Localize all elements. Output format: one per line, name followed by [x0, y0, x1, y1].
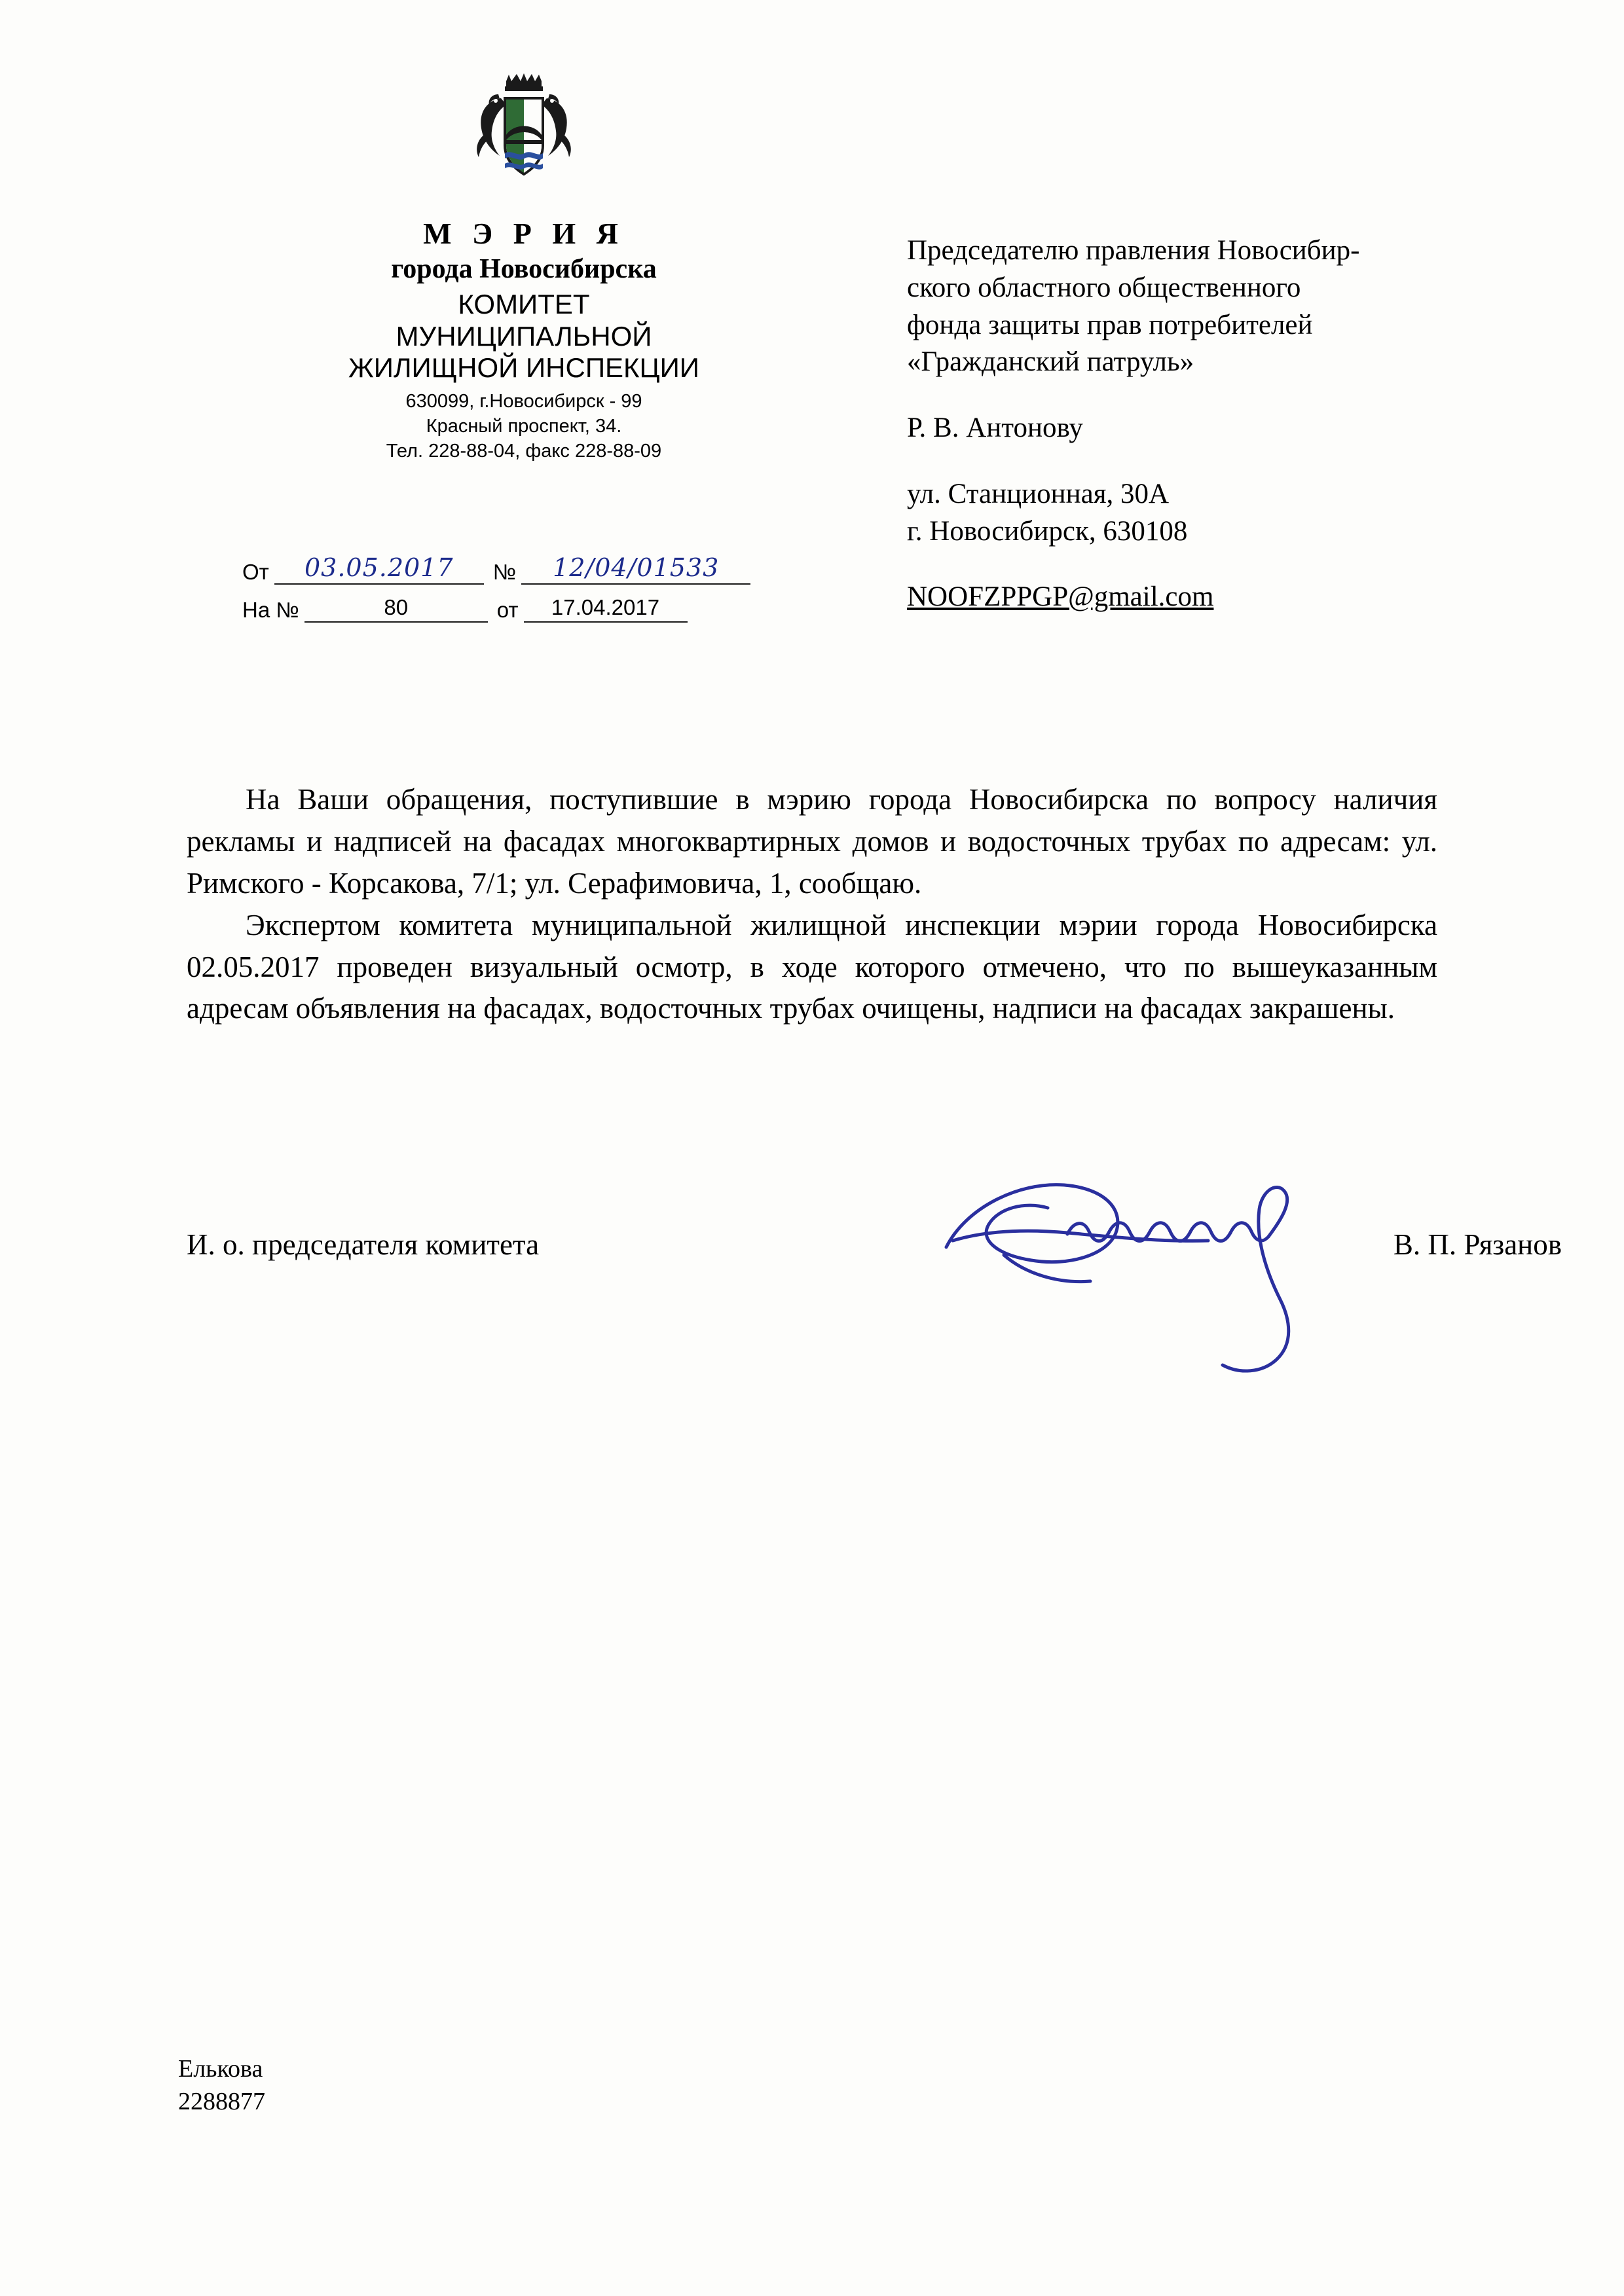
from-label: От: [242, 560, 269, 584]
body-paragraph-1: На Ваши обращения, поступившие в мэрию города Новосибирска по вопросу наличия рекламы и надписей на фасадах многоквартирных домов и водосточных трубах по адресам: ул. Римского - Корсакова, 7/1; ул. Серафимовича, 1, сообщаю.: [187, 783, 1437, 900]
org-name-line-3: КОМИТЕТ: [458, 289, 590, 319]
body-paragraph-2: Экспертом комитета муниципальной жилищной инспекции мэрии города Новосибирска 02.05.2017 проведен визуальный осмотр, в ходе которого отмечено, что по вышеуказанным адресам объявления на фасадах, водосточных трубах очищены, надписи на фасадах закрашены.: [187, 908, 1437, 1025]
letter-body: [187, 779, 1437, 1030]
addressee-line-2: ского областного общественного: [907, 272, 1301, 303]
reference-block: [242, 553, 819, 633]
outgoing-number-value: 12/04/01533: [521, 553, 750, 585]
letterhead-address: [196, 390, 851, 464]
executor-footer: [178, 2052, 265, 2118]
address-street: Красный проспект, 34.: [426, 415, 622, 437]
signatory-name: В. П. Рязанов: [1393, 1228, 1562, 1261]
org-name-line-4: МУНИЦИПАЛЬНОЙ: [396, 320, 652, 352]
signatory-title: И. о. председателя комитета: [187, 1228, 540, 1261]
reply-date-value: 17.04.2017: [524, 595, 688, 623]
executor-name: Елькова: [178, 2055, 263, 2083]
addressee-block: [907, 232, 1522, 616]
executor-phone: 2288877: [178, 2088, 265, 2116]
letterhead: [196, 72, 851, 464]
org-name-line-1: М Э Р И Я: [423, 217, 625, 250]
addressee-person: Р. В. Антонову: [907, 412, 1083, 443]
address-phone: Тел. 228-88-04, факс 228-88-09: [386, 440, 662, 462]
addressee-line-1: Председателю правления Новосибир-: [907, 235, 1360, 266]
addressee-address-city: г. Новосибирск, 630108: [907, 515, 1188, 547]
novosibirsk-coat-of-arms-icon: [462, 72, 586, 210]
addressee-address-street: ул. Станционная, 30А: [907, 478, 1170, 509]
number-label: №: [492, 560, 517, 584]
signature-block: [187, 1214, 1562, 1293]
org-name-line-5: ЖИЛИЩНОЙ ИНСПЕКЦИИ: [348, 352, 699, 384]
org-name-line-2: города Новосибирска: [391, 254, 657, 284]
address-postal: 630099, г.Новосибирск - 99: [405, 391, 642, 412]
reference-row-incoming: [242, 595, 819, 623]
addressee-line-4: «Гражданский патруль»: [907, 346, 1194, 378]
reference-row-outgoing: [242, 553, 819, 585]
reply-to-label: На №: [242, 598, 299, 622]
reply-to-number-value: 80: [304, 595, 488, 623]
from-date-value: 03.05.2017: [274, 553, 484, 585]
addressee-line-3: фонда защиты прав потребителей: [907, 309, 1313, 340]
reply-date-label: от: [496, 598, 519, 622]
handwritten-signature-icon: [927, 1169, 1398, 1398]
addressee-email[interactable]: NOOFZPPGP@gmail.com: [907, 581, 1214, 613]
